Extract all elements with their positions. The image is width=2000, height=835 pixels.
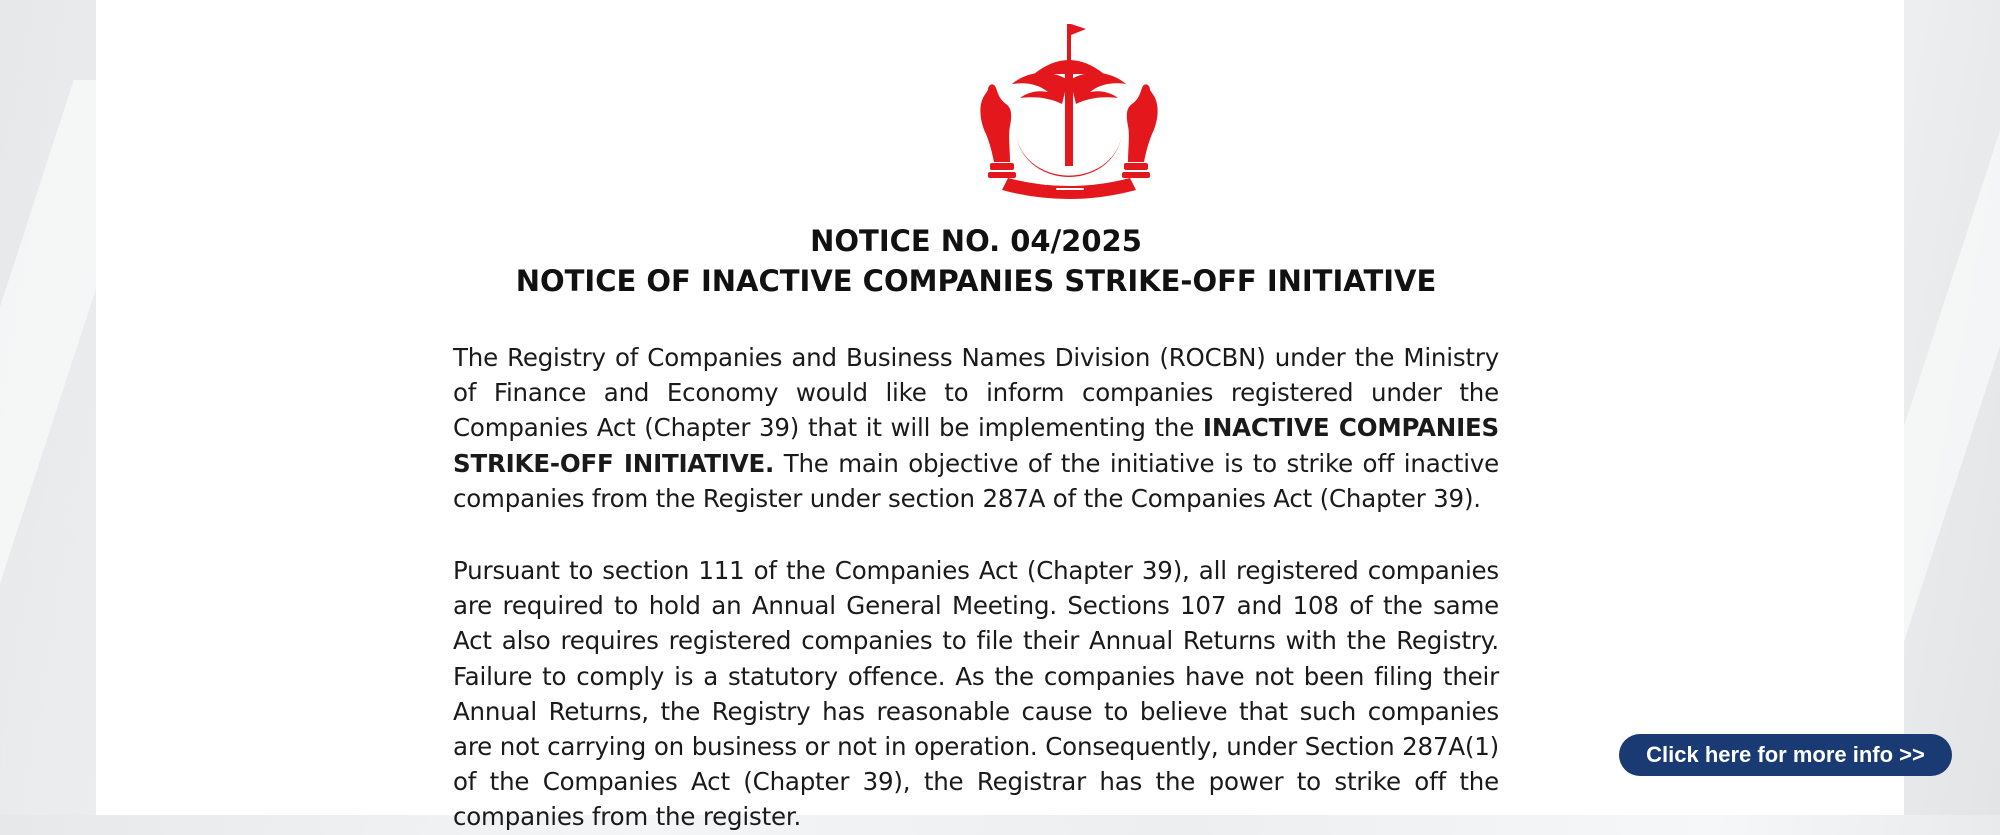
notice-paragraph-1 [453,340,1499,516]
paragraph-text: The main objective of the initiative is to strike off inactive companies from the Register under section 287A of the Companies Act (Chapter 39). [453,448,1499,513]
more-info-button[interactable]: Click here for more info >> [1619,734,1952,776]
notice-document [96,0,1904,832]
notice-paragraph-2: Pursuant to section 111 of the Companies Act (Chapter 39), all registered companies are required to hold an Annual General Meeting. Sections 107 and 108 of the same Act also requires registered companies to file their Annual Returns with the Registry. Failure to comply is a statutory offence. As the companies have not been filing their Annual Returns, the Registry has reasonable cause to believe that such companies are not carrying on business or not in operation. Consequently, under Section 287A(1) of the Companies Act (Chapter 39), the Registrar has the power to strike off the companies from the register. [453,556,1499,832]
notice-heading: NOTICE OF INACTIVE COMPANIES STRIKE-OFF INITIATIVE [515,264,1437,298]
paragraph-text: The Registry of Companies and Business Names Division (ROCBN) under the Ministry of Finance and Economy would like to inform companies registered under the Companies Act (Chapter 39) that it will be implementing the [453,343,1499,443]
national-crest-icon [964,18,1174,200]
notice-number: NOTICE NO. 04/2025 [810,224,1142,258]
initiative-name-bold: INACTIVE COMPANIES STRIKE-OFF INITIATIVE. [453,413,1499,478]
